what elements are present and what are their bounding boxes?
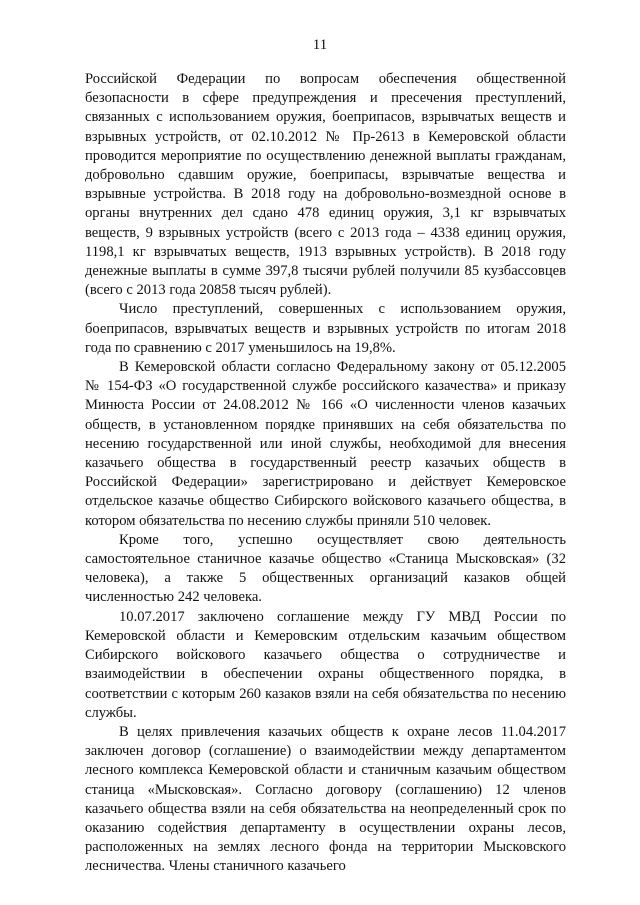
paragraph-forest-protection: В целях привлечения казачьих обществ к охране лесов 11.04.2017 заключен договор (соглашение) о взаимодействии между департаментом лесного комплекса Кемеровской области и станичным казачьим обществом станица «Мысковская». Согласно договору (соглашению) 12 членов казачьего общества взяли на себя обязательства на неопределенный срок по оказанию содействия департаменту в осуществлении охраны лесов, расположенных на землях лесного фонда на территории Мысковского лесничества. Члены станичного казачьего bbox=[85, 723, 566, 875]
paragraph-continued: Российской Федерации по вопросам обеспечения общественной безопасности в сфере предупреждения и пресечения преступлений, связанных с использованием оружия, боеприпасов, взрывчатых веществ и взрывных устройств, от 02.10.2012 № Пр-2613 в Кемеровской области проводится мероприятие по осуществлению денежной выплаты гражданам, добровольно сдавшим оружие, боеприпасы, взрывчатые вещества и взрывные устройства. В 2018 году на добровольно-возмездной основе в органы внутренних дел сдано 478 единиц оружия, 3,1 кг взрывчатых веществ, 9 взрывных устройств (всего с 2013 года – 4338 единиц оружия, 1198,1 кг взрывчатых веществ, 1913 взрывных устройств). В 2018 году денежные выплаты в сумме 397,8 тысячи рублей получили 85 кузбассовцев (всего с 2013 года 20858 тысяч рублей). bbox=[85, 71, 566, 299]
paragraph-crime-statistics: Число преступлений, совершенных с использованием оружия, боеприпасов, взрывчатых веществ и взрывных устройств по итогам 2018 года по сравнению с 2017 уменьшилось на 19,8%. bbox=[85, 301, 566, 356]
paragraph-cossack-society: В Кемеровской области согласно Федеральному закону от 05.12.2005 № 154-ФЗ «О государственной службе российского казачества» и приказу Минюста России от 24.08.2012 № 166 «О численности членов казачьих обществ, в установленном порядке принявших на себя обязательства по несению государственной или иной службы, необходимой для внесения казачьего общества в государственный реестр казачьих обществ в Российской Федерации» зарегистрировано и действует Кемеровское отдельское казачье общество Сибирского войскового казачьего общества, в котором обязательства по несению службы приняли 510 человек. bbox=[85, 359, 566, 529]
page-number: 11 bbox=[312, 37, 328, 53]
document-body bbox=[85, 70, 566, 877]
paragraph-agreement-mvd: 10.07.2017 заключено соглашение между ГУ МВД России по Кемеровской области и Кемеровским отдельским казачьим обществом Сибирского войскового казачьего общества о сотрудничестве и взаимодействии в обеспечении охраны общественного порядка, в соответствии с которым 260 казаков взяли на себя обязательства по несению службы. bbox=[85, 608, 566, 721]
paragraph-myskovskaya: Кроме того, успешно осуществляет свою деятельность самостоятельное станичное казачье общество «Станица Мысковская» (32 человека), а также 5 общественных организаций казаков общей численностью 242 человека. bbox=[85, 531, 566, 606]
